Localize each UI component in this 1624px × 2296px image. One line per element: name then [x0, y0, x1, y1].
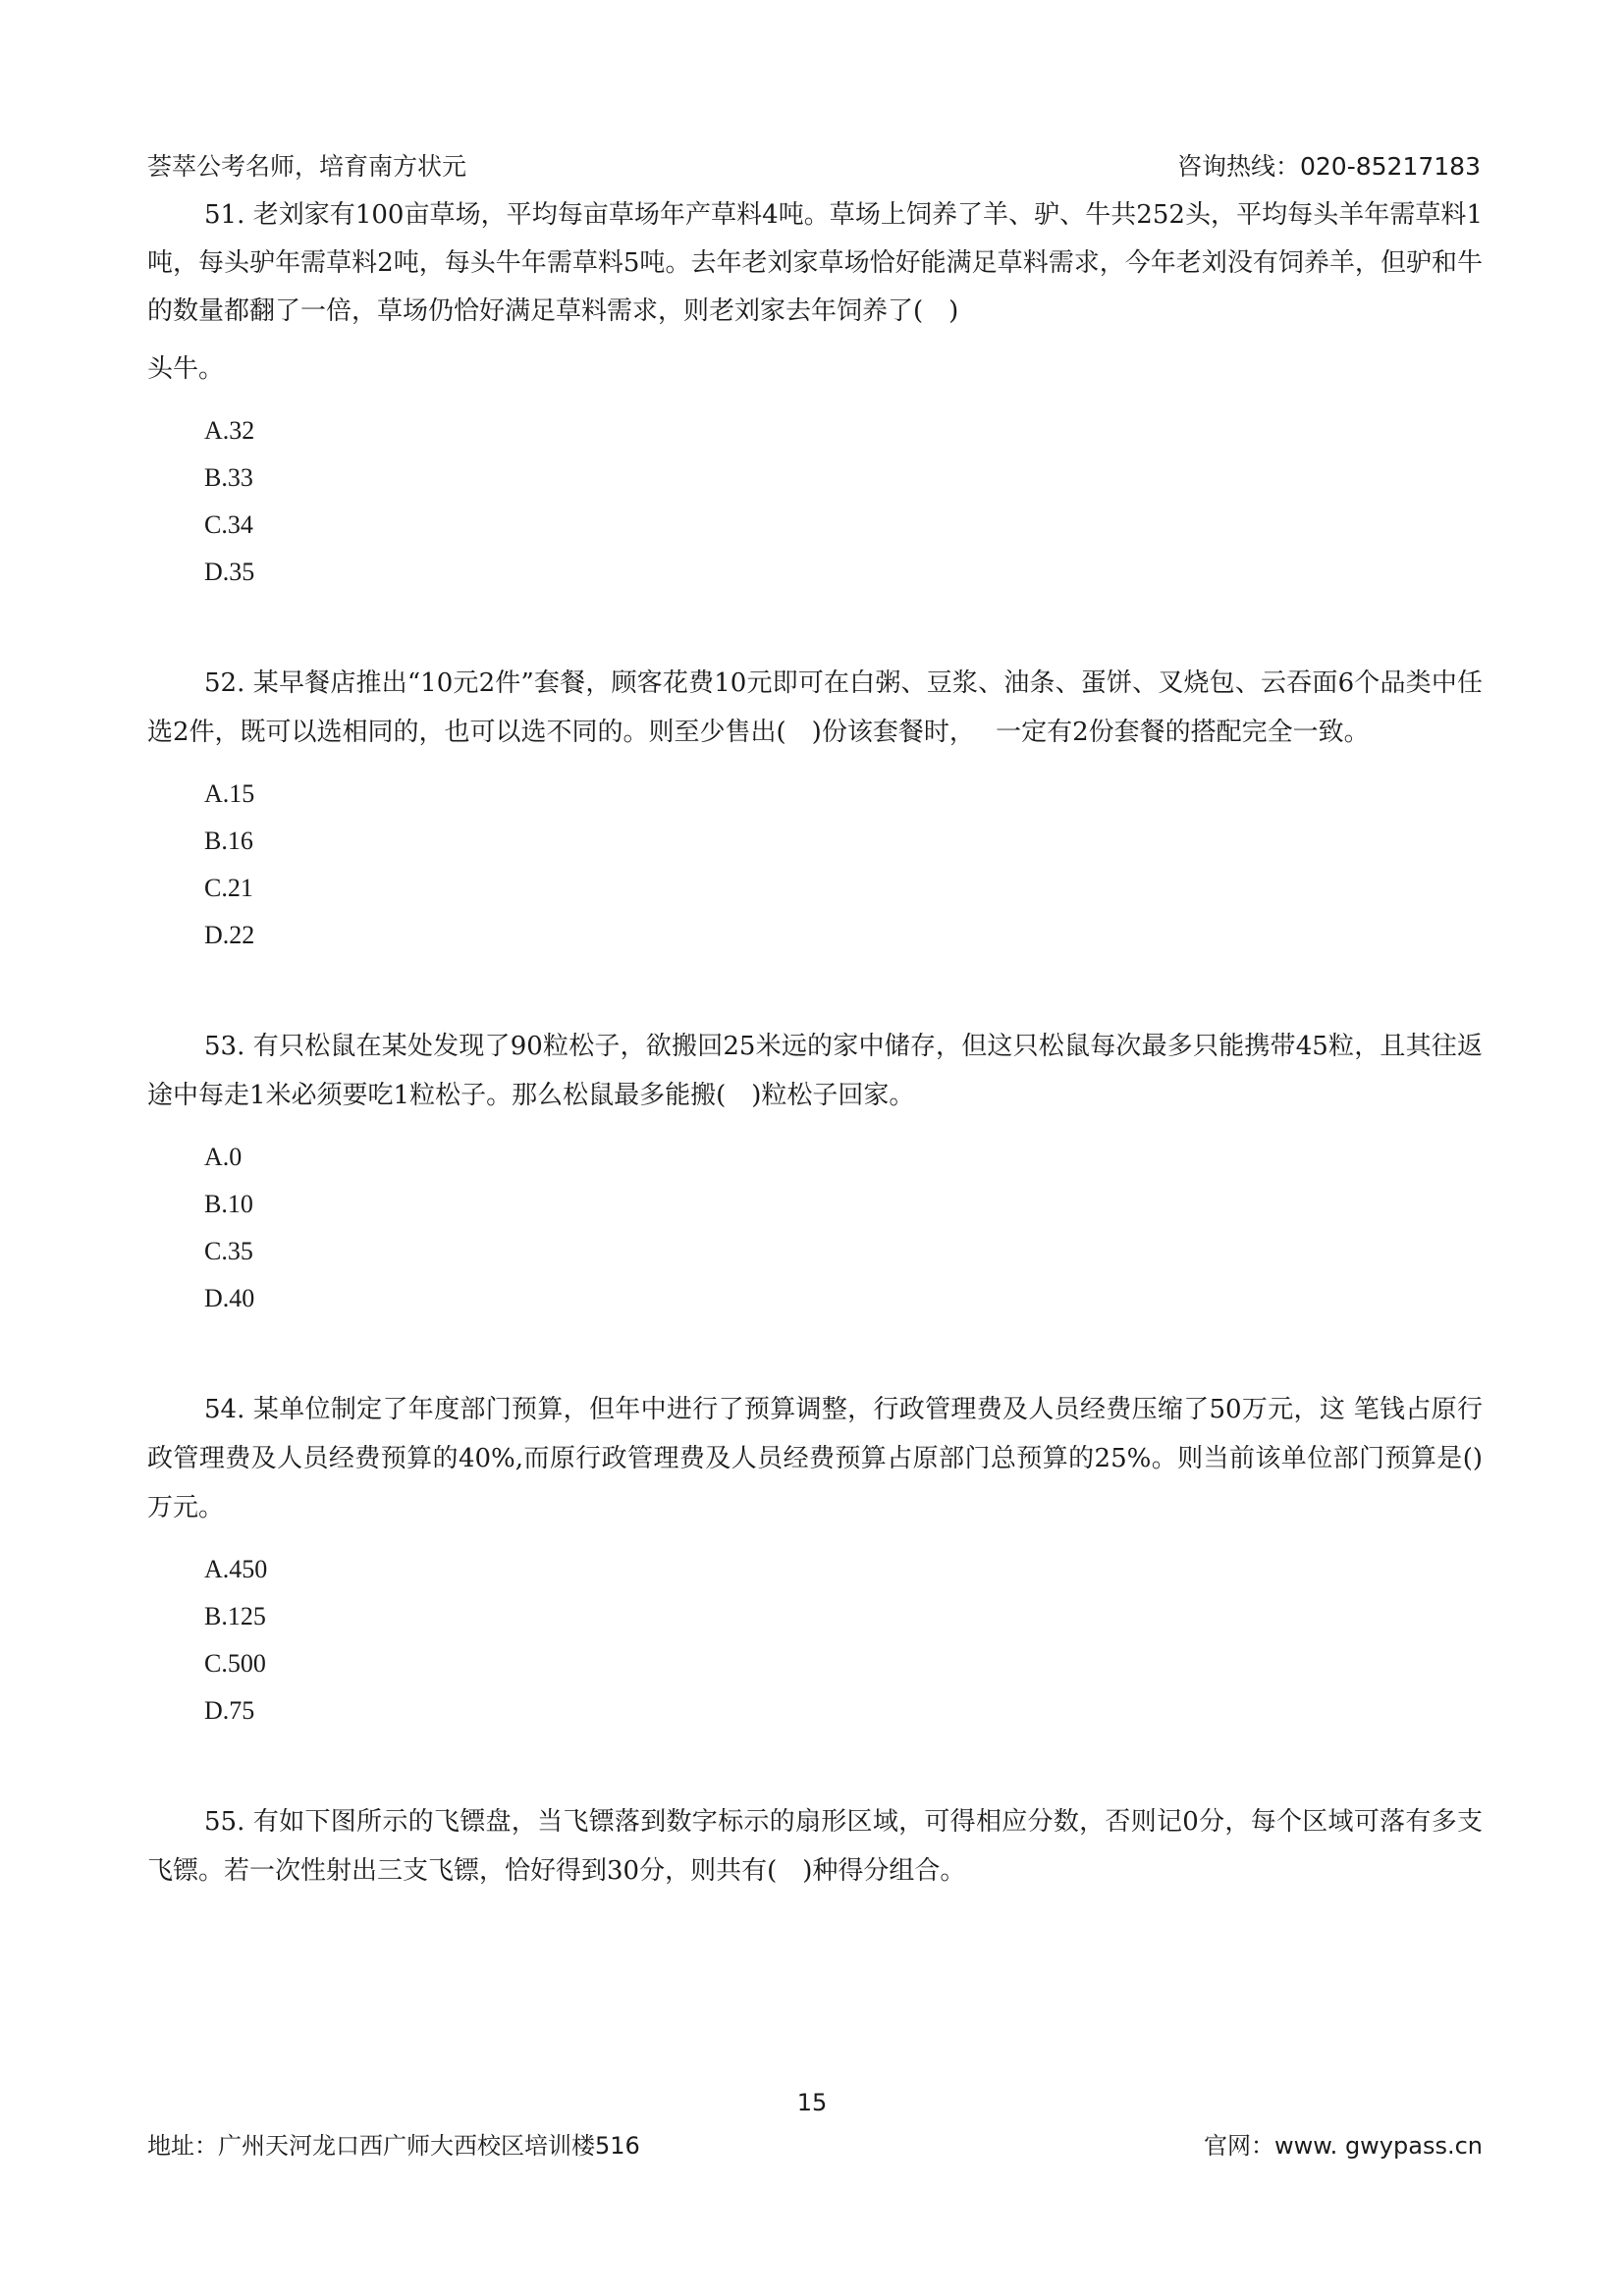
question-stem: 52. 某早餐店推出“10元2件”套餐，顾客花费10元即可在白粥、豆浆、油条、蛋饼、叉烧包、云吞面6个品类中任选2件，既可以选相同的，也可以选不同的。则至少售出( )份该套餐时， 一定有2份套餐的搭配完全一致。 — [147, 668, 1483, 747]
option-a: A.0 — [204, 1143, 243, 1171]
option-d: D.75 — [204, 1696, 255, 1725]
option-d: D.40 — [204, 1284, 255, 1312]
question-stem — [147, 191, 1483, 394]
option-b: B.33 — [204, 463, 253, 492]
header-hotline: 咨询热线：020-85217183 — [1177, 152, 1481, 181]
option-d: D.22 — [204, 921, 255, 949]
option-d: D.35 — [204, 558, 255, 586]
option-b: B.10 — [204, 1190, 253, 1218]
option-a: A.32 — [204, 416, 255, 445]
option-list — [147, 771, 1483, 959]
option-c: C.34 — [204, 510, 253, 539]
page-content — [147, 191, 1483, 1896]
question-55 — [147, 1797, 1483, 1896]
option-c: C.500 — [204, 1649, 266, 1678]
option-b: B.125 — [204, 1602, 266, 1630]
question-52 — [147, 659, 1483, 959]
option-list — [147, 1134, 1483, 1322]
question-stem-text: 51. 老刘家有100亩草场，平均每亩草场年产草料4吨。草场上饲养了羊、驴、牛共252头，平均每头羊年需草料1吨，每头驴年需草料2吨，每头牛年需草料5吨。去年老刘家草场恰好能满足草料需求，今年老刘没有饲养羊，但驴和牛的数量都翻了一倍，草场仍恰好满足草料需求，则老刘家去年饲养了( ) — [147, 200, 1483, 326]
option-c: C.35 — [204, 1237, 253, 1265]
option-list — [147, 1546, 1483, 1735]
question-51 — [147, 191, 1483, 596]
page-header — [147, 147, 1481, 187]
question-54 — [147, 1385, 1483, 1735]
footer-website: 官网：www. gwypass.cn — [1204, 2132, 1483, 2160]
option-a: A.450 — [204, 1555, 268, 1583]
page-footer — [147, 2126, 1483, 2165]
header-slogan: 荟萃公考名师，培育南方状元 — [147, 152, 467, 181]
question-stem: 55. 有如下图所示的飞镖盘，当飞镖落到数字标示的扇形区域，可得相应分数，否则记0分，每个区域可落有多支飞镖。若一次性射出三支飞镖，恰好得到30分，则共有( )种得分组合。 — [147, 1807, 1483, 1886]
question-53 — [147, 1022, 1483, 1322]
footer-address: 地址：广州天河龙口西广师大西校区培训楼516 — [147, 2132, 640, 2160]
page-number: 15 — [796, 2089, 828, 2116]
question-stem: 53. 有只松鼠在某处发现了90粒松子，欲搬回25米远的家中储存，但这只松鼠每次最多只能携带45粒，且其往返途中每走1米必须要吃1粒松子。那么松鼠最多能搬( )粒松子回家。 — [147, 1032, 1483, 1110]
option-b: B.16 — [204, 827, 253, 855]
question-stem-tail: 头牛。 — [147, 354, 225, 384]
option-list — [147, 407, 1483, 596]
question-stem: 54. 某单位制定了年度部门预算，但年中进行了预算调整，行政管理费及人员经费压缩了50万元，这 笔钱占原行政管理费及人员经费预算的40%,而原行政管理费及人员经费预算占原部门总预算的25%。则当前该单位部门预算是()万元。 — [147, 1395, 1483, 1522]
option-a: A.15 — [204, 779, 255, 808]
option-c: C.21 — [204, 874, 253, 902]
